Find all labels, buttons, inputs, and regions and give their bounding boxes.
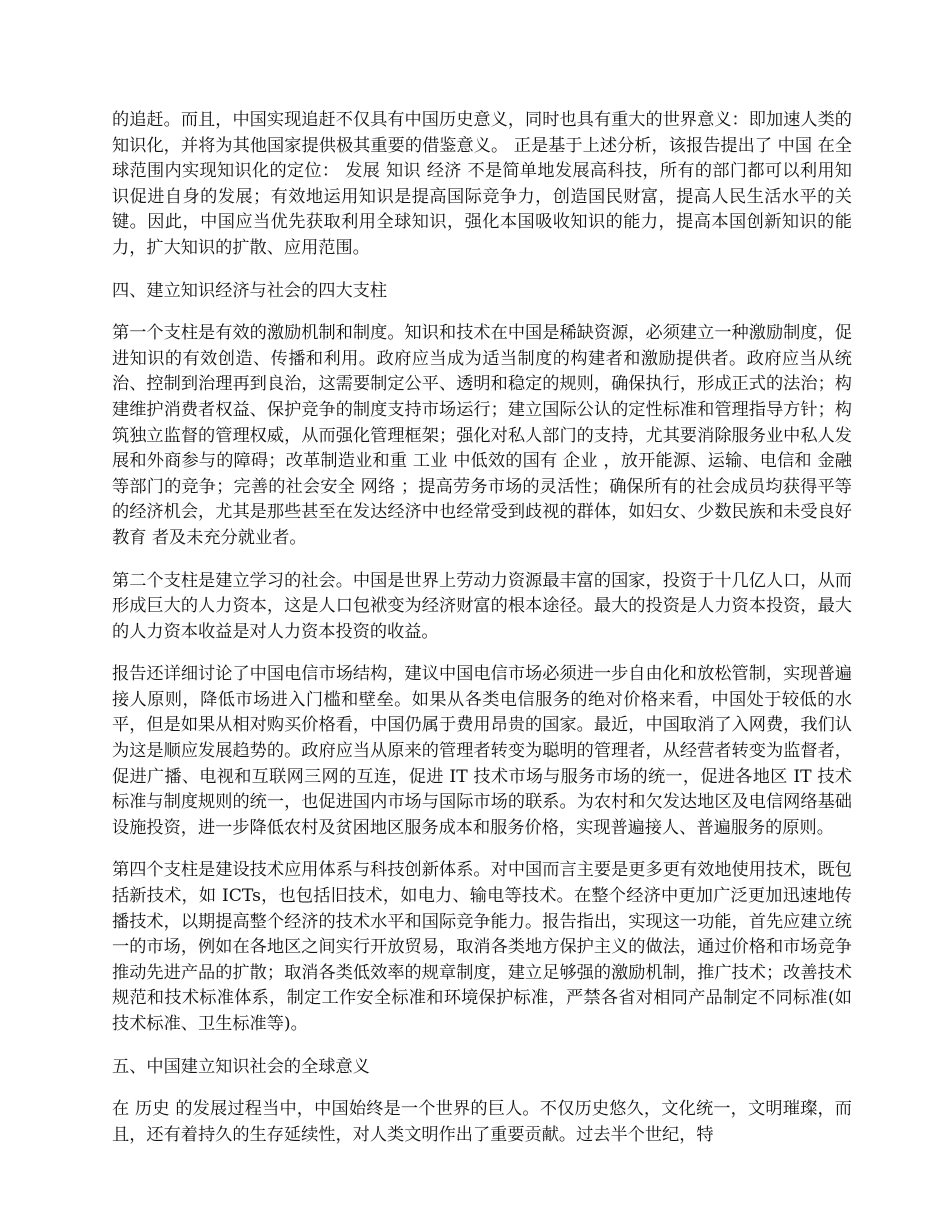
section-heading-global-significance: 五、中国建立知识社会的全球意义 (112, 1056, 370, 1077)
paragraph-history: 在 历史 的发展过程当中，中国始终是一个世界的巨人。不仅历史悠久，文化统一，文明璀璨，而且，还有着持久的生存延续性，对人类文明作出了重要贡献。过去半个世纪，特 (112, 1099, 852, 1145)
paragraph-pillar-one-incentives: 第一个支柱是有效的激励机制和制度。知识和技术在中国是稀缺资源，必须建立一种激励制度，促进知识的有效创造、传播和利用。政府应当成为适当制度的构建者和激励提供者。政府应当从统治、控制到治理再到良治，这需要制定公平、透明和稳定的规则，确保执行，形成正式的法治；构建维护消费者权益、保护竞争的制度支持市场运行；建立国际公认的定性标准和管理指导方针；构筑独立监督的管理权威，从而强化管理框架；强化对私人部门的支持，尤其要消除服务业中私人发展和外商参与的障碍；改革制造业和重 工业 中低效的国有 企业 ，放开能源、运输、电信和 金融 等部门的竞争；完善的社会安全 网络 ；提高劳务市场的灵活性；确保所有的社会成员均获得平等的经济机会，尤其是那些甚至在发达经济中也经常受到歧视的群体，如妇女、少数民族和未受良好 教育 者及未充分就业者。 (112, 323, 852, 548)
paragraph-pillar-two-learning-society: 第二个支柱是建立学习的社会。中国是世界上劳动力资源最丰富的国家，投资于十几亿人口，从而形成巨大的人力资本，这是人口包袱变为经济财富的根本途径。最大的投资是人力资本投资，最大的人力资本收益是对人力资本投资的收益。 (112, 570, 852, 642)
paragraph-intro-conclusion: 的追赶。而且，中国实现追赶不仅具有中国历史意义，同时也具有重大的世界意义：即加速人类的知识化，并将为其他国家提供极其重要的借鉴意义。 正是基于上述分析，该报告提出了 中国 在全球范围内实现知识化的定位： 发展 知识 经济 不是简单地发展高科技，所有的部门都可以利用知识促进自身的发展；有效地运用知识是提高国际竞争力，创造国民财富，提高人民生活水平的关键。因此，中国应当优先获取利用全球知识，强化本国吸收知识的能力，提高本国创新知识的能力，扩大知识的扩散、应用范围。 (112, 110, 852, 258)
document-page (112, 108, 852, 1165)
section-heading-four-pillars: 四、建立知识经济与社会的四大支柱 (112, 280, 388, 301)
paragraph-pillar-four-technology: 第四个支柱是建设技术应用体系与科技创新体系。对中国而言主要是更多更有效地使用技术，既包括新技术，如 ICTs，也包括旧技术，如电力、输电等技术。在整个经济中更加广泛更加迅速地传播技术，以期提高整个经济的技术水平和国际竞争能力。报告指出，实现这一功能，首先应建立统一的市场，例如在各地区之间实行开放贸易，取消各类地方保护主义的做法，通过价格和市场竞争推动先进产品的扩散；取消各类低效率的规章制度，建立足够强的激励机制，推广技术；改善技术规范和技术标准体系，制定工作安全标准和环境保护标准，严禁各省对相同产品制定不同标准(如技术标准、卫生标准等)。 (112, 860, 852, 1034)
paragraph-telecom-market: 报告还详细讨论了中国电信市场结构，建议中国电信市场必须进一步自由化和放松管制，实现普遍接人原则，降低市场进入门槛和壁垒。如果从各类电信服务的绝对价格来看，中国处于较低的水平，但是如果从相对购买价格看，中国仍属于费用昂贵的国家。最近，中国取消了入网费，我们认为这是顺应发展趋势的。政府应当从原来的管理者转变为聪明的管理者，从经营者转变为监督者，促进广播、电视和互联网三网的互连，促进 IT 技术市场与服务市场的统一，促进各地区 IT 技术标准与制度规则的统一，也促进国内市场与国际市场的联系。为农村和欠发达地区及电信网络基础设施投资，进一步降低农村及贫困地区服务成本和服务价格，实现普遍接人、普遍服务的原则。 (112, 664, 852, 838)
